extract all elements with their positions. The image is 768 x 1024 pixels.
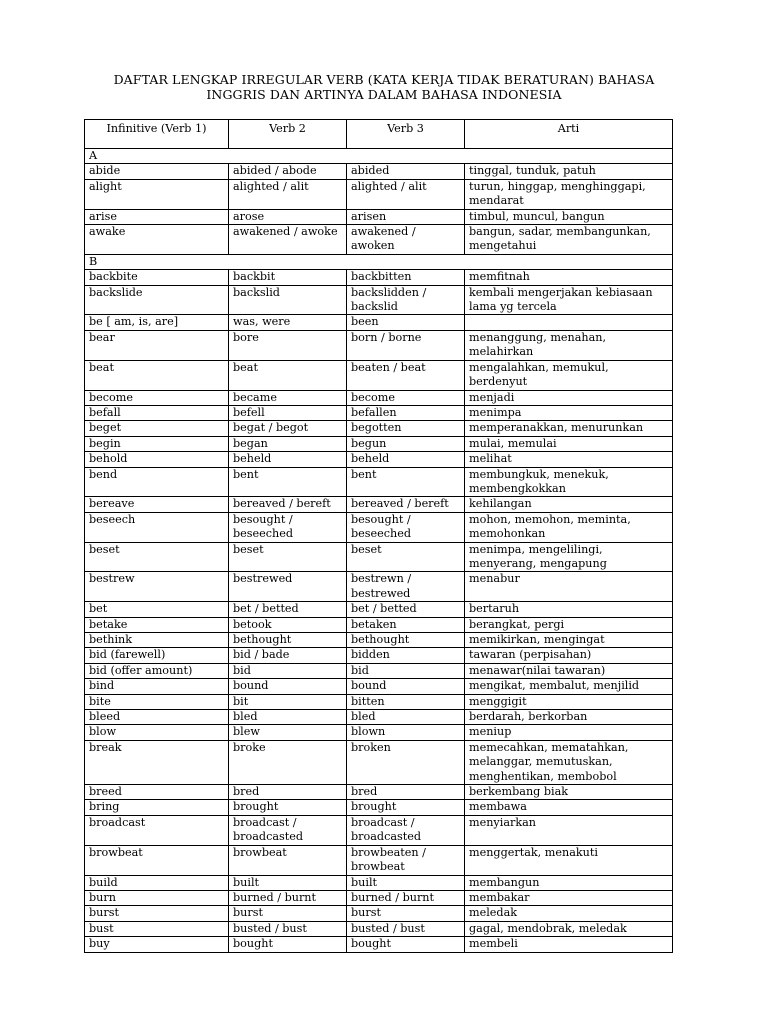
cell-arti: mengikat, membalut, menjilid xyxy=(465,679,673,694)
cell-arti: turun, hinggap, menghinggapi, mendarat xyxy=(465,179,673,209)
cell-verb2: broke xyxy=(229,740,347,784)
table-row xyxy=(85,285,673,315)
cell-verb2: broadcast / broadcasted xyxy=(229,815,347,845)
cell-verb2: built xyxy=(229,875,347,890)
cell-verb3: arisen xyxy=(347,209,465,224)
cell-infinitive: bring xyxy=(85,800,229,815)
cell-verb2: beset xyxy=(229,542,347,572)
table-row xyxy=(85,360,673,390)
cell-infinitive: betake xyxy=(85,617,229,632)
cell-verb2: browbeat xyxy=(229,845,347,875)
section-letter: B xyxy=(85,254,673,269)
cell-infinitive: alight xyxy=(85,179,229,209)
cell-arti: menggertak, menakuti xyxy=(465,845,673,875)
cell-infinitive: bend xyxy=(85,467,229,497)
cell-verb2: betook xyxy=(229,617,347,632)
cell-arti: meniup xyxy=(465,725,673,740)
cell-arti: gagal, mendobrak, meledak xyxy=(465,921,673,936)
cell-verb3: abided xyxy=(347,164,465,179)
table-row xyxy=(85,648,673,663)
cell-verb3: broken xyxy=(347,740,465,784)
cell-verb2: backbit xyxy=(229,270,347,285)
cell-arti: melihat xyxy=(465,452,673,467)
cell-arti: membungkuk, menekuk, membengkokkan xyxy=(465,467,673,497)
cell-verb3: begotten xyxy=(347,421,465,436)
cell-verb2: bereaved / bereft xyxy=(229,497,347,512)
cell-infinitive: break xyxy=(85,740,229,784)
cell-arti: menggigit xyxy=(465,694,673,709)
verb-table xyxy=(84,119,673,953)
cell-infinitive: behold xyxy=(85,452,229,467)
cell-arti: tawaran (perpisahan) xyxy=(465,648,673,663)
cell-infinitive: bid (offer amount) xyxy=(85,663,229,678)
cell-verb2: befell xyxy=(229,405,347,420)
cell-verb2: was, were xyxy=(229,315,347,330)
cell-verb3: bought xyxy=(347,937,465,952)
cell-arti: mengalahkan, memukul, berdenyut xyxy=(465,360,673,390)
table-row xyxy=(85,179,673,209)
table-row xyxy=(85,270,673,285)
cell-verb2: burned / burnt xyxy=(229,890,347,905)
table-row xyxy=(85,617,673,632)
cell-infinitive: blow xyxy=(85,725,229,740)
cell-infinitive: arise xyxy=(85,209,229,224)
table-row xyxy=(85,921,673,936)
section-letter: A xyxy=(85,149,673,164)
cell-infinitive: awake xyxy=(85,225,229,255)
cell-verb2: bent xyxy=(229,467,347,497)
cell-verb2: beheld xyxy=(229,452,347,467)
cell-infinitive: begin xyxy=(85,436,229,451)
cell-verb2: bit xyxy=(229,694,347,709)
cell-verb3: bestrewn / bestrewed xyxy=(347,572,465,602)
cell-verb2: bore xyxy=(229,330,347,360)
cell-arti: berdarah, berkorban xyxy=(465,710,673,725)
cell-arti: menawar(nilai tawaran) xyxy=(465,663,673,678)
cell-verb2: abided / abode xyxy=(229,164,347,179)
cell-verb3: beaten / beat xyxy=(347,360,465,390)
cell-arti: bertaruh xyxy=(465,602,673,617)
cell-verb3: backbitten xyxy=(347,270,465,285)
cell-infinitive: browbeat xyxy=(85,845,229,875)
cell-infinitive: befall xyxy=(85,405,229,420)
table-row xyxy=(85,572,673,602)
table-row xyxy=(85,452,673,467)
cell-verb3: been xyxy=(347,315,465,330)
cell-verb2: began xyxy=(229,436,347,451)
table-row xyxy=(85,315,673,330)
cell-infinitive: bet xyxy=(85,602,229,617)
cell-infinitive: bite xyxy=(85,694,229,709)
cell-infinitive: be [ am, is, are] xyxy=(85,315,229,330)
cell-verb3: bidden xyxy=(347,648,465,663)
cell-verb3: browbeaten / browbeat xyxy=(347,845,465,875)
table-row xyxy=(85,467,673,497)
table-row xyxy=(85,800,673,815)
cell-verb3: backslidden / backslid xyxy=(347,285,465,315)
cell-verb3: bet / betted xyxy=(347,602,465,617)
table-row xyxy=(85,937,673,952)
cell-arti: meledak xyxy=(465,906,673,921)
section-row xyxy=(85,254,673,269)
table-row xyxy=(85,906,673,921)
cell-verb3: burst xyxy=(347,906,465,921)
table-row xyxy=(85,225,673,255)
cell-verb3: bent xyxy=(347,467,465,497)
cell-arti: mulai, memulai xyxy=(465,436,673,451)
title-line-2: INGGRIS DAN ARTINYA DALAM BAHASA INDONESIA xyxy=(206,87,562,102)
cell-arti: tinggal, tunduk, patuh xyxy=(465,164,673,179)
cell-arti: membeli xyxy=(465,937,673,952)
cell-verb3: bred xyxy=(347,785,465,800)
table-row xyxy=(85,710,673,725)
cell-verb2: alighted / alit xyxy=(229,179,347,209)
cell-infinitive: bind xyxy=(85,679,229,694)
table-row xyxy=(85,845,673,875)
cell-verb2: beat xyxy=(229,360,347,390)
cell-verb3: bitten xyxy=(347,694,465,709)
cell-verb2: brought xyxy=(229,800,347,815)
cell-arti: menanggung, menahan, melahirkan xyxy=(465,330,673,360)
cell-verb2: besought / beseeched xyxy=(229,512,347,542)
cell-verb2: bet / betted xyxy=(229,602,347,617)
table-body xyxy=(85,149,673,953)
cell-verb2: bethought xyxy=(229,633,347,648)
cell-arti: membawa xyxy=(465,800,673,815)
table-row xyxy=(85,663,673,678)
table-row xyxy=(85,740,673,784)
cell-verb3: blown xyxy=(347,725,465,740)
cell-verb2: bound xyxy=(229,679,347,694)
cell-verb3: besought / beseeched xyxy=(347,512,465,542)
table-row xyxy=(85,390,673,405)
table-row xyxy=(85,512,673,542)
cell-arti: menimpa xyxy=(465,405,673,420)
cell-arti: membakar xyxy=(465,890,673,905)
cell-arti: memperanakkan, menurunkan xyxy=(465,421,673,436)
cell-infinitive: breed xyxy=(85,785,229,800)
table-row xyxy=(85,890,673,905)
cell-infinitive: buy xyxy=(85,937,229,952)
cell-verb3: broadcast / broadcasted xyxy=(347,815,465,845)
title-line-1: DAFTAR LENGKAP IRREGULAR VERB (KATA KERJA TIDAK BERATURAN) BAHASA xyxy=(113,72,655,87)
cell-infinitive: beseech xyxy=(85,512,229,542)
table-row xyxy=(85,421,673,436)
cell-verb2: blew xyxy=(229,725,347,740)
cell-verb3: busted / bust xyxy=(347,921,465,936)
cell-verb3: bereaved / bereft xyxy=(347,497,465,512)
header-row xyxy=(85,120,673,149)
cell-infinitive: backbite xyxy=(85,270,229,285)
cell-infinitive: bust xyxy=(85,921,229,936)
cell-verb2: busted / bust xyxy=(229,921,347,936)
cell-verb3: betaken xyxy=(347,617,465,632)
table-row xyxy=(85,209,673,224)
cell-verb3: brought xyxy=(347,800,465,815)
cell-arti: membangun xyxy=(465,875,673,890)
cell-infinitive: bleed xyxy=(85,710,229,725)
cell-arti: menabur xyxy=(465,572,673,602)
cell-infinitive: bestrew xyxy=(85,572,229,602)
cell-verb2: bid / bade xyxy=(229,648,347,663)
cell-verb2: backslid xyxy=(229,285,347,315)
table-row xyxy=(85,330,673,360)
cell-verb2: bought xyxy=(229,937,347,952)
table-row xyxy=(85,436,673,451)
cell-infinitive: bethink xyxy=(85,633,229,648)
page-title xyxy=(60,72,708,102)
cell-verb3: built xyxy=(347,875,465,890)
header-infinitive: Infinitive (Verb 1) xyxy=(85,120,229,149)
cell-infinitive: bereave xyxy=(85,497,229,512)
header-verb3: Verb 3 xyxy=(347,120,465,149)
table-row xyxy=(85,164,673,179)
cell-verb3: begun xyxy=(347,436,465,451)
cell-infinitive: burn xyxy=(85,890,229,905)
cell-verb2: arose xyxy=(229,209,347,224)
cell-verb2: bred xyxy=(229,785,347,800)
cell-verb3: befallen xyxy=(347,405,465,420)
cell-arti: kehilangan xyxy=(465,497,673,512)
cell-verb2: begat / begot xyxy=(229,421,347,436)
cell-infinitive: beset xyxy=(85,542,229,572)
table-row xyxy=(85,785,673,800)
cell-arti: menjadi xyxy=(465,390,673,405)
cell-verb2: awakened / awoke xyxy=(229,225,347,255)
table-row xyxy=(85,679,673,694)
table-row xyxy=(85,405,673,420)
cell-arti: memfitnah xyxy=(465,270,673,285)
cell-verb3: born / borne xyxy=(347,330,465,360)
cell-infinitive: broadcast xyxy=(85,815,229,845)
cell-verb3: bid xyxy=(347,663,465,678)
table-row xyxy=(85,694,673,709)
cell-arti: menyiarkan xyxy=(465,815,673,845)
cell-infinitive: abide xyxy=(85,164,229,179)
cell-verb3: become xyxy=(347,390,465,405)
cell-arti xyxy=(465,315,673,330)
cell-arti: timbul, muncul, bangun xyxy=(465,209,673,224)
cell-verb3: bound xyxy=(347,679,465,694)
table-row xyxy=(85,633,673,648)
cell-arti: berkembang biak xyxy=(465,785,673,800)
cell-infinitive: burst xyxy=(85,906,229,921)
cell-arti: menimpa, mengelilingi, menyerang, mengapung xyxy=(465,542,673,572)
cell-infinitive: become xyxy=(85,390,229,405)
table-row xyxy=(85,497,673,512)
cell-verb3: bethought xyxy=(347,633,465,648)
table-row xyxy=(85,815,673,845)
cell-infinitive: bid (farewell) xyxy=(85,648,229,663)
cell-verb3: burned / burnt xyxy=(347,890,465,905)
cell-verb2: bid xyxy=(229,663,347,678)
table-row xyxy=(85,725,673,740)
cell-verb2: bestrewed xyxy=(229,572,347,602)
cell-arti: kembali mengerjakan kebiasaan lama yg tercela xyxy=(465,285,673,315)
cell-verb3: bled xyxy=(347,710,465,725)
table-row xyxy=(85,602,673,617)
cell-infinitive: beget xyxy=(85,421,229,436)
cell-infinitive: bear xyxy=(85,330,229,360)
header-arti: Arti xyxy=(465,120,673,149)
cell-infinitive: beat xyxy=(85,360,229,390)
cell-arti: memecahkan, mematahkan, melanggar, memutuskan, menghentikan, membobol xyxy=(465,740,673,784)
cell-infinitive: build xyxy=(85,875,229,890)
cell-arti: mohon, memohon, meminta, memohonkan xyxy=(465,512,673,542)
cell-arti: bangun, sadar, membangunkan, mengetahui xyxy=(465,225,673,255)
section-row xyxy=(85,149,673,164)
cell-verb3: awakened / awoken xyxy=(347,225,465,255)
header-verb2: Verb 2 xyxy=(229,120,347,149)
cell-infinitive: backslide xyxy=(85,285,229,315)
cell-arti: memikirkan, mengingat xyxy=(465,633,673,648)
cell-verb3: beset xyxy=(347,542,465,572)
cell-verb3: alighted / alit xyxy=(347,179,465,209)
cell-verb2: burst xyxy=(229,906,347,921)
cell-arti: berangkat, pergi xyxy=(465,617,673,632)
cell-verb2: bled xyxy=(229,710,347,725)
cell-verb2: became xyxy=(229,390,347,405)
table-row xyxy=(85,542,673,572)
cell-verb3: beheld xyxy=(347,452,465,467)
table-row xyxy=(85,875,673,890)
